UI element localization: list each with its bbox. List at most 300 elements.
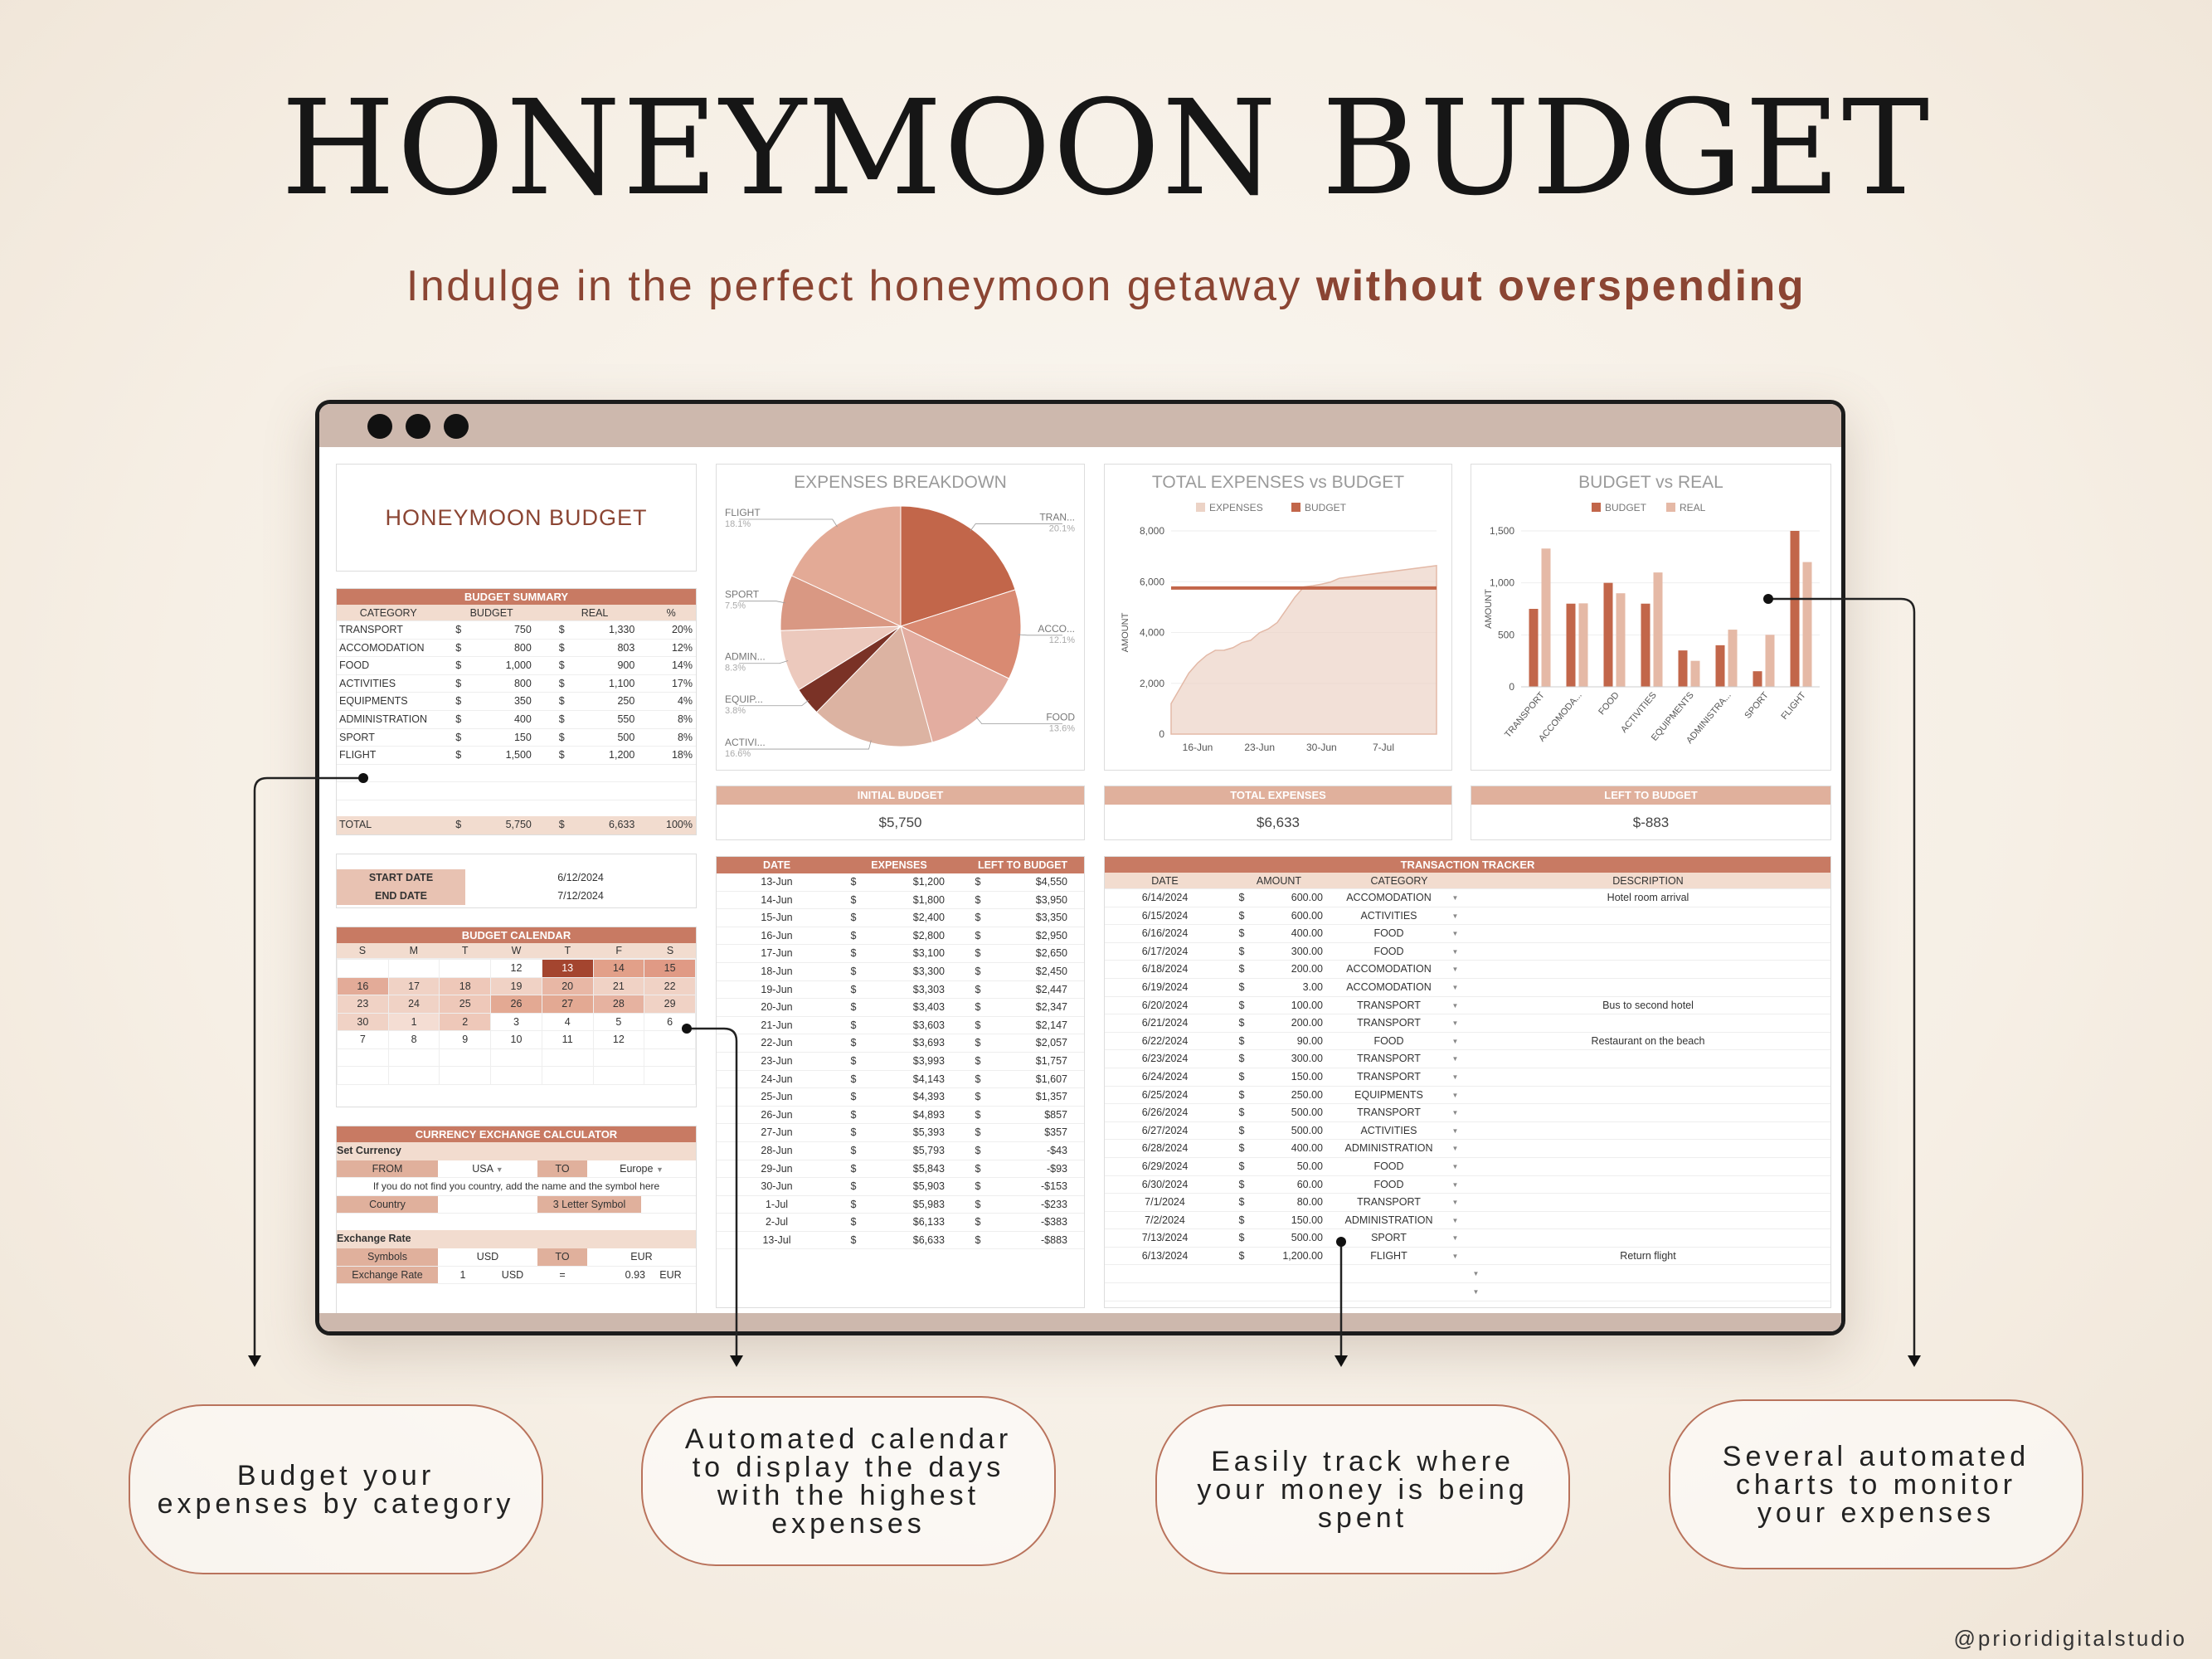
tx-amount[interactable]: 300.00 [1291, 945, 1323, 957]
tx-category[interactable]: ADMINISTRATION [1344, 1214, 1433, 1226]
calendar-day[interactable]: 22 [644, 977, 696, 995]
daily-date: 16-Jun [761, 929, 793, 941]
tx-category[interactable]: ACTIVITIES [1360, 1124, 1417, 1136]
daily-currency-icon: $ [850, 1019, 857, 1031]
tx-currency-icon: $ [1238, 1070, 1245, 1082]
daily-left-currency-icon: $ [975, 1054, 981, 1067]
chevron-down-icon: ▼ [495, 1165, 503, 1174]
tx-amount[interactable]: 60.00 [1296, 1178, 1323, 1190]
summary-budget[interactable]: 350 [513, 695, 532, 708]
tx-currency-icon: $ [1238, 1160, 1245, 1172]
tx-description[interactable]: Return flight [1620, 1249, 1676, 1262]
tx-date[interactable]: 6/25/2024 [1141, 1088, 1189, 1101]
tx-category[interactable]: SPORT [1371, 1232, 1407, 1244]
tx-amount[interactable]: 500.00 [1291, 1232, 1323, 1244]
chevron-down-icon[interactable]: ▼ [1451, 1216, 1459, 1224]
tx-currency-icon: $ [1238, 945, 1245, 957]
chevron-down-icon[interactable]: ▼ [1451, 1055, 1459, 1063]
tx-date[interactable]: 6/23/2024 [1141, 1053, 1189, 1065]
daily-date: 26-Jun [761, 1108, 793, 1121]
chevron-down-icon[interactable]: ▼ [1451, 1252, 1459, 1260]
x-tick-label: TRANSPORT [1503, 690, 1547, 740]
daily-left-currency-icon: $ [975, 983, 981, 995]
daily-expenses: $3,993 [912, 1054, 945, 1067]
y-tick-label: 4,000 [1139, 626, 1164, 639]
calendar-day[interactable]: 5 [593, 1013, 644, 1031]
summary-real: 1,330 [609, 624, 635, 635]
tx-amount[interactable]: 500.00 [1291, 1107, 1323, 1119]
calendar-day[interactable]: 4 [542, 1013, 593, 1031]
tx-date[interactable]: 6/18/2024 [1141, 963, 1189, 975]
end-date-value[interactable]: 7/12/2024 [557, 889, 604, 902]
feature-bubble-charts: Several automated charts to monitor your expenses [1669, 1399, 2083, 1569]
summary-category: EQUIPMENTS [339, 695, 408, 708]
summary-category: FOOD [339, 659, 370, 672]
summary-budget-currency: $ [455, 713, 462, 725]
summary-budget[interactable]: 400 [513, 713, 532, 725]
calendar-day[interactable]: 9 [440, 1031, 491, 1049]
daily-left: -$93 [1046, 1162, 1067, 1175]
tx-currency-icon: $ [1238, 1107, 1245, 1119]
chevron-down-icon[interactable]: ▼ [1451, 912, 1459, 920]
legend-label-expenses: EXPENSES [1209, 502, 1263, 513]
tx-category[interactable]: ACCOMODATION [1346, 892, 1432, 903]
tx-category[interactable]: TRANSPORT [1357, 1196, 1421, 1209]
pie-label: FLIGHT [725, 507, 761, 519]
y-tick-label: 500 [1497, 629, 1514, 641]
daily-currency-icon: $ [850, 1091, 857, 1103]
summary-real: 250 [617, 695, 635, 708]
chevron-down-icon[interactable]: ▼ [1451, 1180, 1459, 1189]
col-tx-date: DATE [1151, 875, 1179, 887]
tx-date[interactable]: 6/29/2024 [1141, 1160, 1189, 1172]
calendar-day[interactable]: 21 [593, 977, 644, 995]
pie-value-label: 16.6% [725, 749, 751, 760]
set-currency-label: Set Currency [337, 1142, 696, 1160]
tx-date[interactable]: 6/14/2024 [1141, 892, 1189, 903]
daily-left-currency-icon: $ [975, 1233, 981, 1246]
chevron-down-icon[interactable]: ▼ [1451, 1234, 1459, 1243]
legend-label-real: REAL [1680, 502, 1706, 513]
calendar-day[interactable]: 23 [338, 995, 389, 1014]
daily-expenses: $6,133 [912, 1216, 945, 1228]
tx-category[interactable]: FLIGHT [1370, 1249, 1407, 1262]
arrow-charts-head [1908, 1355, 1921, 1367]
tx-date[interactable]: 6/24/2024 [1141, 1070, 1189, 1082]
daily-date: 13-Jun [761, 876, 793, 888]
tx-amount[interactable]: 250.00 [1291, 1088, 1323, 1101]
daily-expenses: $2,800 [912, 929, 945, 941]
tx-date[interactable]: 6/30/2024 [1141, 1178, 1189, 1190]
calendar-day[interactable]: 7 [338, 1031, 389, 1049]
calendar-day[interactable]: 1 [388, 1013, 440, 1031]
tx-category[interactable]: TRANSPORT [1357, 1053, 1421, 1065]
calendar-day[interactable]: 11 [542, 1031, 593, 1049]
col-date: DATE [762, 859, 791, 871]
pie-label: ADMIN... [725, 650, 766, 663]
calendar-day[interactable]: 30 [338, 1013, 389, 1031]
calendar-day[interactable]: 29 [644, 995, 696, 1014]
symbol-from: USD [476, 1250, 499, 1262]
daily-currency-icon: $ [850, 1216, 857, 1228]
tx-category[interactable]: ACCOMODATION [1346, 963, 1432, 975]
chevron-down-icon[interactable]: ▼ [1472, 1270, 1480, 1278]
tx-date[interactable]: 6/19/2024 [1141, 980, 1189, 993]
summary-budget[interactable]: 800 [513, 641, 532, 654]
col-expenses: EXPENSES [871, 859, 927, 871]
tx-description[interactable]: Restaurant on the beach [1591, 1034, 1705, 1047]
tx-description[interactable]: Hotel room arrival [1607, 892, 1689, 903]
tx-category[interactable]: EQUIPMENTS [1354, 1088, 1423, 1101]
daily-expenses: $1,800 [912, 893, 945, 906]
calendar-day[interactable]: 8 [388, 1031, 440, 1049]
calendar-weekday: T [461, 945, 469, 956]
daily-date: 23-Jun [761, 1054, 793, 1067]
tx-category[interactable]: TRANSPORT [1357, 1107, 1421, 1119]
daily-date: 1-Jul [765, 1198, 789, 1210]
tx-amount[interactable]: 50.00 [1296, 1160, 1323, 1172]
daily-left-currency-icon: $ [975, 1019, 981, 1031]
col-tx-amount: AMOUNT [1256, 875, 1302, 887]
daily-expenses: $3,693 [912, 1037, 945, 1049]
calendar-day[interactable]: 16 [338, 977, 389, 995]
tx-date[interactable]: 6/13/2024 [1141, 1249, 1189, 1262]
area-chart-title: TOTAL EXPENSES vs BUDGET [1151, 473, 1405, 492]
chevron-down-icon[interactable]: ▼ [1451, 930, 1459, 938]
summary-percent: 14% [671, 659, 693, 672]
feature-bubble-budget: Budget your expenses by category [129, 1404, 543, 1574]
tx-currency-icon: $ [1238, 1124, 1245, 1136]
tx-description[interactable]: Bus to second hotel [1602, 999, 1694, 1011]
symbols-to-label: TO [537, 1248, 587, 1266]
daily-left-currency-icon: $ [975, 876, 981, 888]
pie-value-label: 3.8% [725, 705, 746, 716]
summary-percent: 12% [671, 641, 693, 654]
y-tick-label: 1,000 [1489, 577, 1514, 589]
daily-left: $2,650 [1035, 947, 1067, 960]
chevron-down-icon[interactable]: ▼ [1451, 947, 1459, 956]
tx-currency-icon: $ [1238, 892, 1245, 903]
tx-currency-icon: $ [1238, 980, 1245, 993]
tx-date[interactable]: 6/22/2024 [1141, 1034, 1189, 1047]
daily-date: 20-Jun [761, 1001, 793, 1014]
tx-date[interactable]: 6/21/2024 [1141, 1017, 1189, 1029]
y-tick-label: 1,500 [1489, 525, 1514, 537]
daily-left: $1,757 [1035, 1054, 1067, 1067]
daily-left-currency-icon: $ [975, 1198, 981, 1210]
daily-date: 19-Jun [761, 983, 793, 995]
to-label: TO [537, 1160, 587, 1178]
daily-left: $1,607 [1035, 1073, 1067, 1085]
chevron-down-icon[interactable]: ▼ [1451, 1037, 1459, 1045]
pie-label: FOOD [1046, 711, 1075, 723]
calendar-day[interactable]: 12 [491, 960, 542, 978]
tx-date[interactable]: 6/15/2024 [1141, 909, 1189, 922]
arrow-summary-dot [358, 773, 368, 783]
tx-category[interactable]: TRANSPORT [1357, 1070, 1421, 1082]
calendar-day[interactable]: 17 [388, 977, 440, 995]
tx-amount[interactable]: 150.00 [1291, 1070, 1323, 1082]
tx-amount[interactable]: 500.00 [1291, 1124, 1323, 1136]
legend-label-budget: BUDGET [1605, 502, 1647, 513]
x-tick-label: 30-Jun [1305, 742, 1337, 753]
tx-amount[interactable]: 100.00 [1291, 999, 1323, 1011]
summary-real: 900 [617, 659, 635, 672]
calendar-day[interactable]: 25 [440, 995, 491, 1014]
daily-currency-icon: $ [850, 1054, 857, 1067]
summary-real: 500 [617, 731, 635, 743]
calendar-day[interactable]: 27 [542, 995, 593, 1014]
daily-currency-icon: $ [850, 1037, 857, 1049]
tx-date[interactable]: 7/13/2024 [1141, 1232, 1189, 1244]
pie-label: ACCO... [1038, 622, 1075, 635]
x-tick-label: FLIGHT [1779, 690, 1808, 722]
currency-note: If you do not find you country, add the name and the symbol here [337, 1178, 696, 1196]
daily-left: -$43 [1046, 1144, 1067, 1156]
calendar-day[interactable]: 15 [644, 960, 696, 978]
tx-currency-icon: $ [1238, 1053, 1245, 1065]
daily-expenses: $4,893 [912, 1108, 945, 1121]
summary-category: FLIGHT [339, 749, 377, 761]
daily-left: -$153 [1041, 1180, 1067, 1193]
daily-left: $1,357 [1035, 1091, 1067, 1103]
daily-left: $2,450 [1035, 965, 1067, 977]
daily-left-currency-icon: $ [975, 947, 981, 960]
daily-left: -$233 [1041, 1198, 1067, 1210]
kpi-total-label: TOTAL EXPENSES [1105, 786, 1451, 805]
summary-percent: 8% [677, 713, 693, 725]
daily-date: 29-Jun [761, 1162, 793, 1175]
calendar-day[interactable]: 28 [593, 995, 644, 1014]
calendar-day[interactable]: 20 [542, 977, 593, 995]
chevron-down-icon[interactable]: ▼ [1451, 983, 1459, 991]
summary-real-currency: $ [558, 731, 565, 743]
country-label: Country [337, 1196, 438, 1214]
col-budget: BUDGET [469, 607, 513, 619]
daily-expenses: $3,100 [912, 947, 945, 960]
summary-budget[interactable]: 150 [513, 731, 532, 743]
calendar-day[interactable]: 24 [388, 995, 440, 1014]
daily-currency-icon: $ [850, 1144, 857, 1156]
daily-expenses: $5,903 [912, 1180, 945, 1193]
chevron-down-icon[interactable]: ▼ [1451, 1145, 1459, 1153]
calendar-day[interactable]: 13 [542, 960, 593, 978]
tx-amount[interactable]: 600.00 [1291, 909, 1323, 922]
tx-amount[interactable]: 200.00 [1291, 1017, 1323, 1029]
tx-category[interactable]: ADMINISTRATION [1344, 1142, 1433, 1155]
tx-date[interactable]: 6/28/2024 [1141, 1142, 1189, 1155]
tx-date[interactable]: 6/26/2024 [1141, 1107, 1189, 1119]
daily-currency-icon: $ [850, 1073, 857, 1085]
chevron-down-icon[interactable]: ▼ [1451, 1126, 1459, 1135]
daily-date: 28-Jun [761, 1144, 793, 1156]
daily-date: 21-Jun [761, 1019, 793, 1031]
arrow-summary-head [248, 1355, 261, 1367]
daily-left-currency-icon: $ [975, 1073, 981, 1085]
chevron-down-icon[interactable]: ▼ [1451, 1091, 1459, 1099]
tx-amount[interactable]: 400.00 [1291, 927, 1323, 940]
kpi-total-value: $6,633 [1257, 815, 1300, 830]
pie-label: EQUIP... [725, 693, 763, 705]
summary-budget[interactable]: 1,000 [505, 659, 532, 672]
tx-amount[interactable]: 600.00 [1291, 892, 1323, 903]
daily-expenses: $3,303 [912, 983, 945, 995]
daily-expenses: $3,300 [912, 965, 945, 977]
x-tick-label: 7-Jul [1372, 742, 1395, 753]
summary-real-currency: $ [558, 624, 565, 635]
rate-value[interactable]: 0.93 [625, 1268, 645, 1281]
rate-eur: EUR [659, 1268, 682, 1281]
summary-budget-currency: $ [455, 677, 462, 689]
summary-budget[interactable]: 750 [513, 624, 532, 635]
summary-budget-currency: $ [455, 749, 462, 761]
total-percent: 100% [666, 819, 693, 831]
tx-category[interactable]: ACCOMODATION [1346, 980, 1432, 993]
daily-currency-icon: $ [850, 893, 857, 906]
daily-expenses: $4,143 [912, 1073, 945, 1085]
calendar-day[interactable]: 3 [491, 1013, 542, 1031]
tx-date[interactable]: 7/2/2024 [1145, 1214, 1185, 1226]
calendar-weekday: S [666, 945, 674, 956]
tx-category[interactable]: FOOD [1373, 945, 1404, 957]
daily-currency-icon: $ [850, 1001, 857, 1014]
tx-currency-icon: $ [1238, 1232, 1245, 1244]
daily-date: 14-Jun [761, 893, 793, 906]
summary-budget-currency: $ [455, 695, 462, 708]
calendar-day[interactable]: 18 [440, 977, 491, 995]
calendar-day[interactable]: 19 [491, 977, 542, 995]
start-date-value[interactable]: 6/12/2024 [557, 872, 604, 883]
tx-amount[interactable]: 400.00 [1291, 1142, 1323, 1155]
calendar-day[interactable]: 2 [440, 1013, 491, 1031]
tx-amount[interactable]: 90.00 [1296, 1034, 1323, 1047]
tx-category[interactable]: FOOD [1373, 927, 1404, 940]
summary-budget-currency: $ [455, 641, 462, 654]
summary-real: 803 [617, 641, 635, 654]
start-date-label: START DATE [337, 869, 465, 888]
arrow-calendar [687, 1029, 737, 1360]
daily-expenses: $3,603 [912, 1019, 945, 1031]
daily-left: $357 [1044, 1126, 1067, 1139]
daily-left-currency-icon: $ [975, 1091, 981, 1103]
summary-budget[interactable]: 1,500 [505, 749, 532, 761]
daily-currency-icon: $ [850, 983, 857, 995]
tx-amount[interactable]: 300.00 [1291, 1053, 1323, 1065]
summary-budget-currency: $ [455, 731, 462, 743]
pie-value-label: 7.5% [725, 601, 746, 611]
chevron-down-icon[interactable]: ▼ [1451, 1073, 1459, 1081]
chevron-down-icon[interactable]: ▼ [1451, 1109, 1459, 1117]
calendar-weekday: W [511, 945, 522, 956]
tx-currency-icon: $ [1238, 927, 1245, 940]
tx-category[interactable]: TRANSPORT [1357, 1017, 1421, 1029]
x-tick-label: SPORT [1743, 690, 1771, 721]
pie-value-label: 8.3% [725, 663, 746, 674]
tx-category[interactable]: ACTIVITIES [1360, 909, 1417, 922]
col-left: LEFT TO BUDGET [977, 859, 1068, 871]
daily-left-currency-icon: $ [975, 893, 981, 906]
daily-date: 2-Jul [765, 1216, 789, 1228]
chevron-down-icon[interactable]: ▼ [1451, 1001, 1459, 1010]
pie-label: ACTIVI... [725, 737, 766, 749]
chevron-down-icon[interactable]: ▼ [1472, 1288, 1480, 1297]
bar-chart-title: BUDGET vs REAL [1578, 473, 1723, 492]
tracker-header: TRANSACTION TRACKER [1105, 857, 1830, 873]
daily-currency-icon: $ [850, 912, 857, 924]
tx-amount[interactable]: 150.00 [1291, 1214, 1323, 1226]
calendar-day[interactable]: 10 [491, 1031, 542, 1049]
currency-header: CURRENCY EXCHANGE CALCULATOR [337, 1126, 696, 1142]
from-value: USA [472, 1162, 493, 1175]
x-tick-label: EQUIPMENTS [1649, 690, 1696, 743]
y-tick-label: 2,000 [1139, 677, 1164, 689]
chevron-down-icon[interactable]: ▼ [1451, 1199, 1459, 1207]
total-real: 6,633 [609, 819, 635, 831]
tx-category[interactable]: FOOD [1373, 1034, 1404, 1047]
summary-percent: 17% [671, 677, 693, 689]
arrow-charts [1768, 599, 1914, 1360]
calendar-day[interactable]: 12 [593, 1031, 644, 1049]
summary-budget[interactable]: 800 [513, 677, 532, 689]
calendar-day[interactable]: 6 [644, 1013, 696, 1031]
legend-label-budget: BUDGET [1305, 502, 1347, 513]
tx-category[interactable]: FOOD [1373, 1178, 1404, 1190]
x-tick-label: 23-Jun [1244, 742, 1276, 753]
exchange-rate-header: Exchange Rate [337, 1230, 696, 1248]
tx-date[interactable]: 6/17/2024 [1141, 945, 1189, 957]
tx-category[interactable]: TRANSPORT [1357, 999, 1421, 1011]
tx-amount[interactable]: 3.00 [1302, 980, 1323, 993]
tx-amount[interactable]: 80.00 [1296, 1196, 1323, 1209]
pie-value-label: 18.1% [725, 519, 751, 530]
tx-currency-icon: $ [1238, 1088, 1245, 1101]
calendar-weekday: T [564, 945, 571, 956]
calendar-day[interactable]: 26 [491, 995, 542, 1014]
chevron-down-icon: ▼ [655, 1165, 664, 1174]
x-tick-label: ADMINISTRA... [1685, 690, 1733, 746]
tx-date[interactable]: 6/27/2024 [1141, 1124, 1189, 1136]
col-tx-description: DESCRIPTION [1612, 875, 1684, 887]
calendar-day[interactable]: 14 [593, 960, 644, 978]
daily-currency-icon: $ [850, 876, 857, 888]
symbol-to: EUR [630, 1250, 653, 1262]
tx-date[interactable]: 7/1/2024 [1145, 1196, 1185, 1209]
daily-expenses: $5,983 [912, 1198, 945, 1210]
daily-left-currency-icon: $ [975, 1108, 981, 1121]
tx-date[interactable]: 6/16/2024 [1141, 927, 1189, 940]
daily-currency-icon: $ [850, 1198, 857, 1210]
chevron-down-icon[interactable]: ▼ [1451, 894, 1459, 902]
tx-currency-icon: $ [1238, 1142, 1245, 1155]
tx-amount[interactable]: 200.00 [1291, 963, 1323, 975]
chevron-down-icon[interactable]: ▼ [1451, 966, 1459, 974]
kpi-left-label: LEFT TO BUDGET [1471, 786, 1830, 805]
tx-amount[interactable]: 1,200.00 [1282, 1249, 1323, 1262]
daily-currency-icon: $ [850, 1162, 857, 1175]
rate-one: 1 [459, 1268, 466, 1281]
tx-currency-icon: $ [1238, 1249, 1245, 1262]
daily-date: 30-Jun [761, 1180, 793, 1193]
summary-percent: 18% [671, 749, 693, 761]
chevron-down-icon[interactable]: ▼ [1451, 1019, 1459, 1028]
total-budget: 5,750 [505, 819, 532, 831]
col-real: REAL [581, 607, 609, 619]
pie-label: TRAN... [1039, 511, 1075, 523]
chevron-down-icon[interactable]: ▼ [1451, 1162, 1459, 1170]
tx-date[interactable]: 6/20/2024 [1141, 999, 1189, 1011]
tx-category[interactable]: FOOD [1373, 1160, 1404, 1172]
tx-currency-icon: $ [1238, 999, 1245, 1011]
